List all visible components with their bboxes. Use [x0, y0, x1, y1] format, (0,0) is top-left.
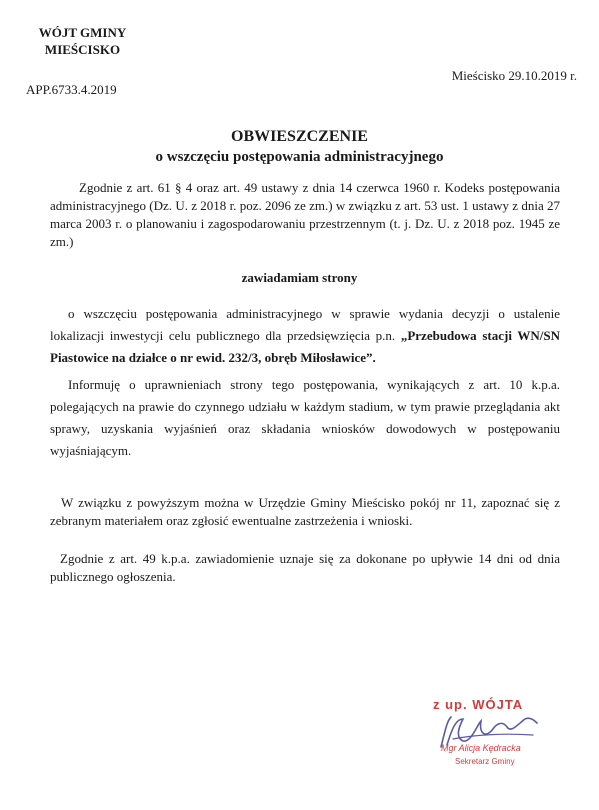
issuer-header [20, 24, 145, 58]
issuer-line-2: MIEŚCISKO [44, 42, 121, 57]
document-title: OBWIESZCZENIE [231, 128, 368, 145]
notice-paragraph: Zgodnie z art. 49 k.p.a. zawiadomienie uznaje się za dokonane po upływie 14 dni od dnia publicznego ogłoszenia. [50, 551, 560, 584]
stamp-position: Sekretarz Gminy [455, 757, 515, 766]
notify-heading: zawiadamiam strony [241, 270, 358, 285]
legal-basis-paragraph: Zgodnie z art. 61 § 4 oraz art. 49 ustawy z dnia 14 czerwca 1960 r. Kodeks postępowania administracyjnego (Dz. U. z 2018 r. poz. 2096 ze zm.) w związku z art. 53 ust. 1 ustawy z dnia 27 marca 2003 r. o planowaniu i zagospodarowaniu przestrzennym (t. j. Dz. U. z 2018 poz. 1945 ze zm.) [50, 180, 560, 249]
place-date: Mieścisko 29.10.2019 r. [451, 68, 577, 83]
rights-paragraph: Informuję o uprawnieniach strony tego postępowania, wynikających z art. 10 k.p.a. polegających na prawie do czynnego udziału w każdym stadium, w tym prawie przeglądania akt sprawy, uzyskania wyjaśnień oraz składania wniosków dowodowych w postępowaniu wyjaśniającym. [50, 377, 560, 458]
reference-number: APP.6733.4.2019 [26, 82, 117, 97]
document-subtitle: o wszczęciu postępowania administracyjnego [155, 149, 444, 165]
official-stamp [425, 697, 580, 779]
initiation-text: o wszczęciu postępowania administracyjnego w sprawie wydania decyzji o ustalenie lokalizacji inwestycji celu publicznego dla przedsięwzięcia p.n. [50, 306, 560, 343]
office-paragraph: W związku z powyższym można w Urzędzie Gminy Mieścisko pokój nr 11, zapoznać się z zebranym materiałem oraz zgłosić ewentualne zastrzeżenia i wnioski. [50, 495, 560, 528]
initiation-paragraph [50, 303, 560, 369]
stamp-authority: z up. WÓJTA [433, 697, 524, 712]
stamp-signer: Mgr Alicja Kędracka [441, 743, 521, 753]
project-name: „Przebudowa stacji WN/SN Piastowice na działce o nr ewid. 232/3, obręb Miłosławice”. [50, 328, 560, 365]
issuer-line-1: WÓJT GMINY [38, 25, 127, 40]
